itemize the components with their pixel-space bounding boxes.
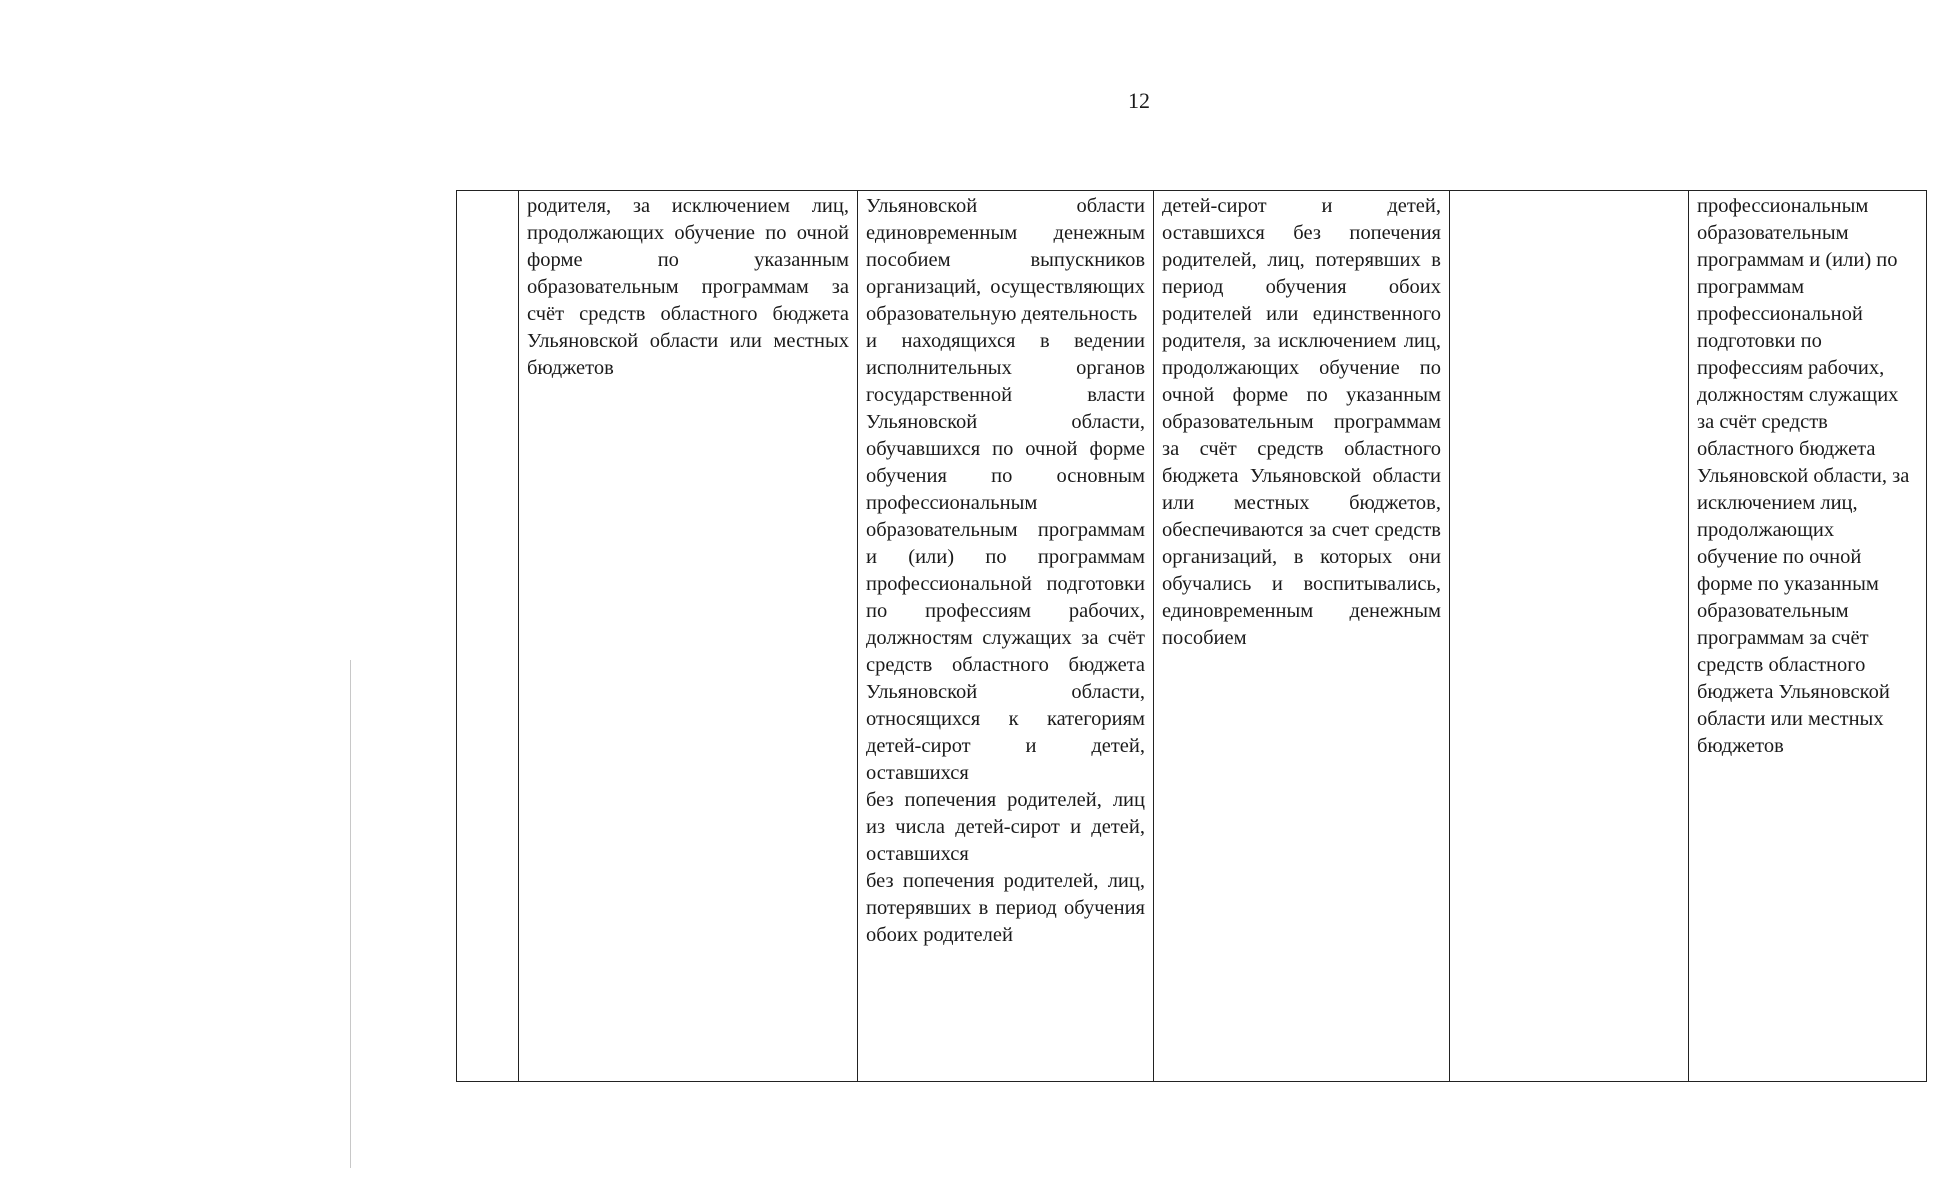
table-cell-col2: родителя, за исключением лиц, продолжающих обучение по очной форме по указанным образовательным программам за счёт средств областного бюджета Ульяновской области или местных бюджетов: [519, 191, 858, 1082]
table-cell-col5: [1450, 191, 1689, 1082]
table-cell-col3: [858, 191, 1154, 1082]
table-cell-col4: детей-сирот и детей, оставшихся без попечения родителей, лиц, потерявших в период обучения обоих родителей или единственного родителя, за исключением лиц, продолжающих обучение по очной форме по указанным образовательным программам за счёт средств областного бюджета Ульяновской области или местных бюджетов, обеспечиваются за счет средств организаций, в которых они обучались и воспитывались, единовременным денежным пособием: [1154, 191, 1450, 1082]
table-row: [457, 191, 1927, 1082]
col3-text-part4: без попечения родителей, лиц, потерявших в период обучения обоих родителей: [866, 870, 1145, 946]
page-number: 12: [1128, 88, 1150, 113]
col3-text-part2: и находящихся в ведении исполнительных органов государственной власти Ульяновской области, обучавшихся по очной форме обучения по основным профессиональным образовательным программам и (или) по программам профессиональной подготовки по профессиям рабочих, должностям служащих за счёт средств областного бюджета Ульяновской области, относящихся к категориям детей-сирот и детей, оставшихся: [866, 330, 1145, 784]
margin-line: [350, 660, 351, 1168]
col3-text-part3: без попечения родителей, лиц из числа детей-сирот и детей, оставшихся: [866, 789, 1145, 865]
col3-text-part1: Ульяновской области единовременным денежным пособием выпускников организаций, осуществляющих образовательную деятельность: [866, 195, 1145, 325]
table-cell-col6: профессиональным образовательным программам и (или) по программам профессиональной подготовки по профессиям рабочих, должностям служащих за счёт средств областного бюджета Ульяновской области, за исключением лиц, продолжающих обучение по очной форме по указанным образовательным программам за счёт средств областного бюджета Ульяновской области или местных бюджетов: [1689, 191, 1927, 1082]
document-table: [456, 190, 1927, 1082]
table-cell-col1: [457, 191, 519, 1082]
